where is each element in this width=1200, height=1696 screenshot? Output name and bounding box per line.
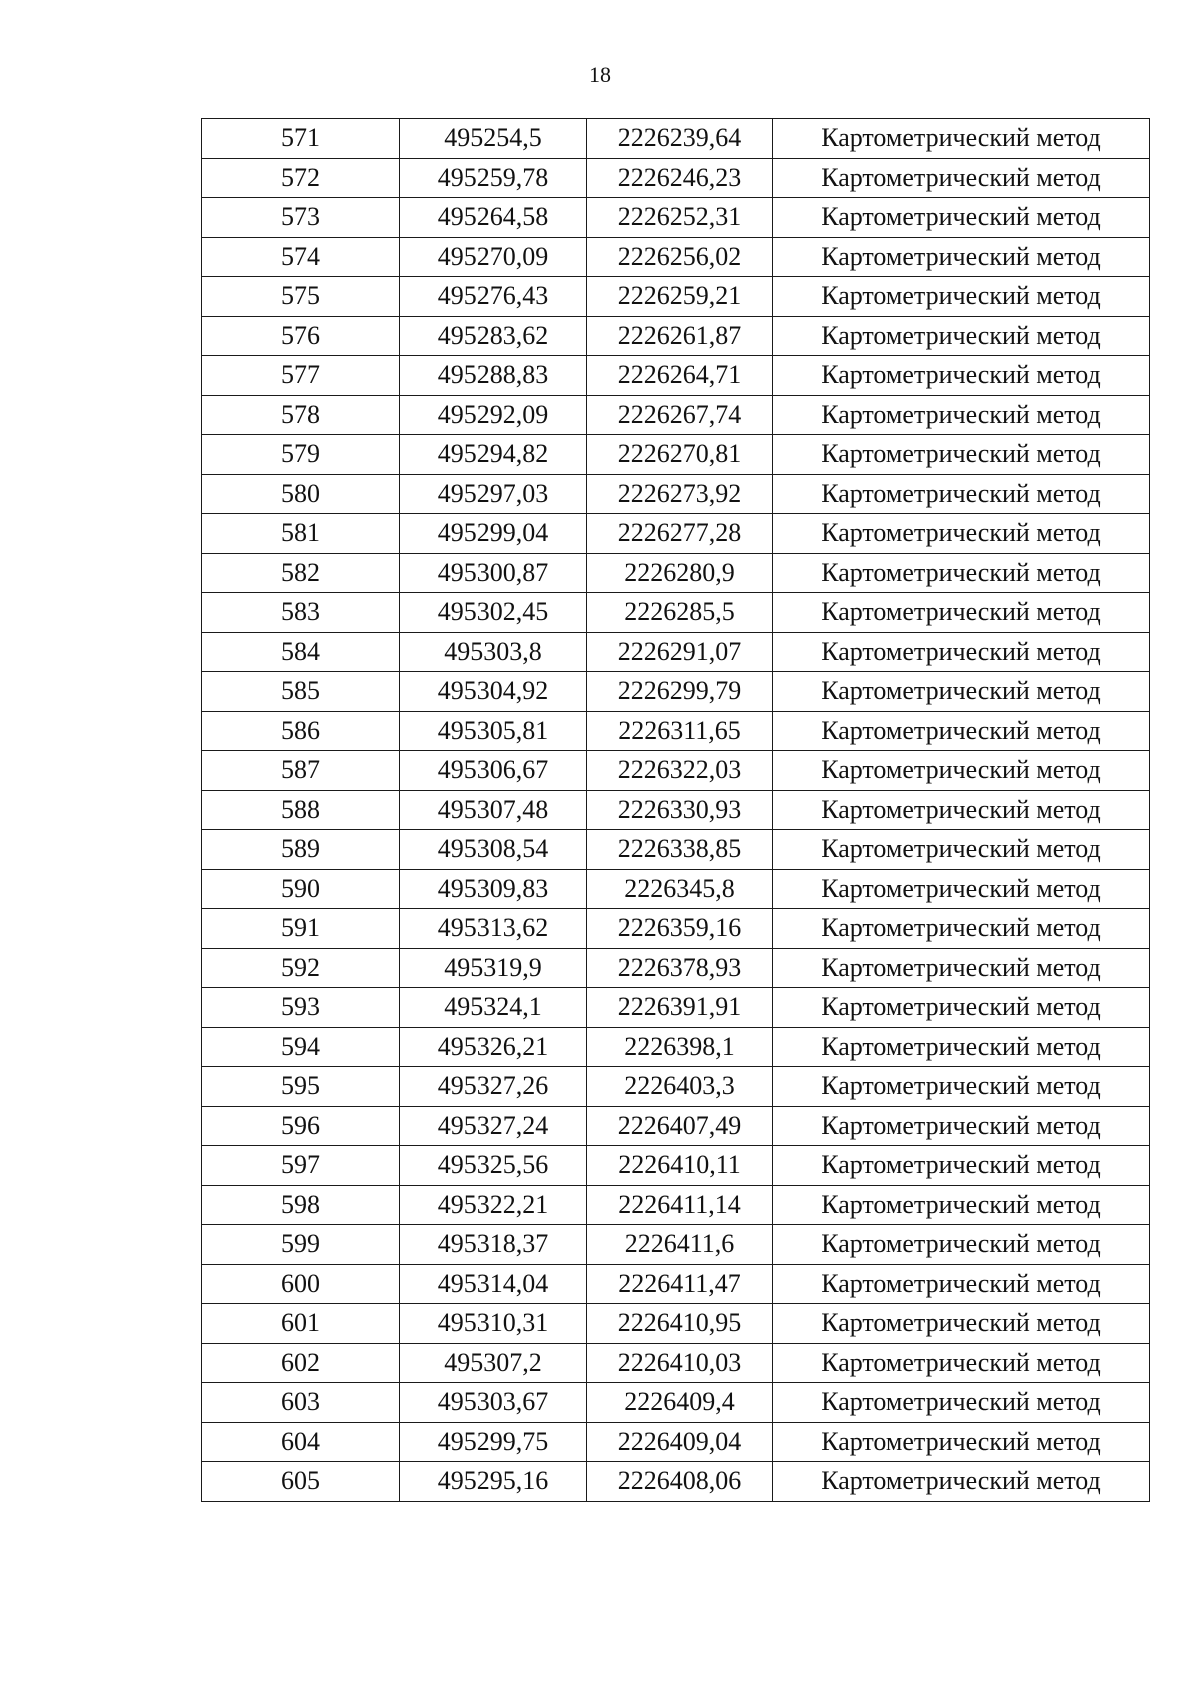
x-coordinate-cell: 495309,83	[400, 869, 587, 909]
method-cell: Картометрический метод	[773, 356, 1150, 396]
table-row	[202, 356, 1150, 396]
y-coordinate-cell: 2226291,07	[587, 632, 773, 672]
y-coordinate-cell: 2226277,28	[587, 514, 773, 554]
point-number-cell: 601	[202, 1304, 400, 1344]
x-coordinate-cell: 495254,5	[400, 119, 587, 159]
table-row	[202, 474, 1150, 514]
page-number: 18	[589, 62, 611, 87]
method-cell: Картометрический метод	[773, 909, 1150, 949]
point-number-cell: 600	[202, 1264, 400, 1304]
method-cell: Картометрический метод	[773, 751, 1150, 791]
x-coordinate-cell: 495295,16	[400, 1462, 587, 1502]
x-coordinate-cell: 495314,04	[400, 1264, 587, 1304]
point-number-cell: 603	[202, 1383, 400, 1423]
point-number-cell: 598	[202, 1185, 400, 1225]
point-number-cell: 577	[202, 356, 400, 396]
method-cell: Картометрический метод	[773, 1304, 1150, 1344]
point-number-cell: 602	[202, 1343, 400, 1383]
method-cell: Картометрический метод	[773, 869, 1150, 909]
x-coordinate-cell: 495307,2	[400, 1343, 587, 1383]
y-coordinate-cell: 2226261,87	[587, 316, 773, 356]
table-row	[202, 1422, 1150, 1462]
table-row	[202, 593, 1150, 633]
x-coordinate-cell: 495303,8	[400, 632, 587, 672]
table-row	[202, 869, 1150, 909]
method-cell: Картометрический метод	[773, 830, 1150, 870]
point-number-cell: 578	[202, 395, 400, 435]
method-cell: Картометрический метод	[773, 198, 1150, 238]
table-row	[202, 1027, 1150, 1067]
table-row	[202, 632, 1150, 672]
x-coordinate-cell: 495303,67	[400, 1383, 587, 1423]
y-coordinate-cell: 2226256,02	[587, 237, 773, 277]
y-coordinate-cell: 2226411,47	[587, 1264, 773, 1304]
point-number-cell: 574	[202, 237, 400, 277]
method-cell: Картометрический метод	[773, 948, 1150, 988]
point-number-cell: 604	[202, 1422, 400, 1462]
point-number-cell: 584	[202, 632, 400, 672]
method-cell: Картометрический метод	[773, 1185, 1150, 1225]
y-coordinate-cell: 2226411,14	[587, 1185, 773, 1225]
point-number-cell: 576	[202, 316, 400, 356]
y-coordinate-cell: 2226267,74	[587, 395, 773, 435]
x-coordinate-cell: 495259,78	[400, 158, 587, 198]
y-coordinate-cell: 2226252,31	[587, 198, 773, 238]
y-coordinate-cell: 2226239,64	[587, 119, 773, 159]
x-coordinate-cell: 495307,48	[400, 790, 587, 830]
method-cell: Картометрический метод	[773, 158, 1150, 198]
x-coordinate-cell: 495297,03	[400, 474, 587, 514]
x-coordinate-cell: 495313,62	[400, 909, 587, 949]
point-number-cell: 594	[202, 1027, 400, 1067]
x-coordinate-cell: 495318,37	[400, 1225, 587, 1265]
table-row	[202, 435, 1150, 475]
point-number-cell: 582	[202, 553, 400, 593]
y-coordinate-cell: 2226270,81	[587, 435, 773, 475]
y-coordinate-cell: 2226264,71	[587, 356, 773, 396]
table-row	[202, 316, 1150, 356]
method-cell: Картометрический метод	[773, 395, 1150, 435]
y-coordinate-cell: 2226410,11	[587, 1146, 773, 1186]
point-number-cell: 595	[202, 1067, 400, 1107]
y-coordinate-cell: 2226398,1	[587, 1027, 773, 1067]
x-coordinate-cell: 495270,09	[400, 237, 587, 277]
y-coordinate-cell: 2226299,79	[587, 672, 773, 712]
method-cell: Картометрический метод	[773, 632, 1150, 672]
method-cell: Картометрический метод	[773, 1027, 1150, 1067]
table-row	[202, 830, 1150, 870]
y-coordinate-cell: 2226391,91	[587, 988, 773, 1028]
x-coordinate-cell: 495299,04	[400, 514, 587, 554]
method-cell: Картометрический метод	[773, 1264, 1150, 1304]
table-row	[202, 909, 1150, 949]
table-row	[202, 751, 1150, 791]
x-coordinate-cell: 495306,67	[400, 751, 587, 791]
point-number-cell: 583	[202, 593, 400, 633]
method-cell: Картометрический метод	[773, 119, 1150, 159]
method-cell: Картометрический метод	[773, 1343, 1150, 1383]
method-cell: Картометрический метод	[773, 1422, 1150, 1462]
point-number-cell: 572	[202, 158, 400, 198]
y-coordinate-cell: 2226407,49	[587, 1106, 773, 1146]
method-cell: Картометрический метод	[773, 237, 1150, 277]
method-cell: Картометрический метод	[773, 988, 1150, 1028]
table-row	[202, 948, 1150, 988]
x-coordinate-cell: 495288,83	[400, 356, 587, 396]
x-coordinate-cell: 495319,9	[400, 948, 587, 988]
point-number-cell: 573	[202, 198, 400, 238]
y-coordinate-cell: 2226378,93	[587, 948, 773, 988]
table-row	[202, 1264, 1150, 1304]
y-coordinate-cell: 2226311,65	[587, 711, 773, 751]
table-row	[202, 553, 1150, 593]
point-number-cell: 588	[202, 790, 400, 830]
y-coordinate-cell: 2226246,23	[587, 158, 773, 198]
y-coordinate-cell: 2226330,93	[587, 790, 773, 830]
table-row	[202, 1304, 1150, 1344]
x-coordinate-cell: 495327,24	[400, 1106, 587, 1146]
table-row	[202, 119, 1150, 159]
x-coordinate-cell: 495310,31	[400, 1304, 587, 1344]
method-cell: Картометрический метод	[773, 1462, 1150, 1502]
x-coordinate-cell: 495308,54	[400, 830, 587, 870]
x-coordinate-cell: 495304,92	[400, 672, 587, 712]
coordinates-table	[201, 118, 1150, 1502]
method-cell: Картометрический метод	[773, 593, 1150, 633]
point-number-cell: 599	[202, 1225, 400, 1265]
x-coordinate-cell: 495326,21	[400, 1027, 587, 1067]
x-coordinate-cell: 495322,21	[400, 1185, 587, 1225]
point-number-cell: 586	[202, 711, 400, 751]
y-coordinate-cell: 2226409,04	[587, 1422, 773, 1462]
method-cell: Картометрический метод	[773, 435, 1150, 475]
x-coordinate-cell: 495324,1	[400, 988, 587, 1028]
method-cell: Картометрический метод	[773, 1106, 1150, 1146]
method-cell: Картометрический метод	[773, 1225, 1150, 1265]
table-row	[202, 1067, 1150, 1107]
method-cell: Картометрический метод	[773, 711, 1150, 751]
point-number-cell: 591	[202, 909, 400, 949]
x-coordinate-cell: 495305,81	[400, 711, 587, 751]
x-coordinate-cell: 495327,26	[400, 1067, 587, 1107]
table-row	[202, 1343, 1150, 1383]
x-coordinate-cell: 495299,75	[400, 1422, 587, 1462]
point-number-cell: 590	[202, 869, 400, 909]
y-coordinate-cell: 2226359,16	[587, 909, 773, 949]
y-coordinate-cell: 2226273,92	[587, 474, 773, 514]
y-coordinate-cell: 2226411,6	[587, 1225, 773, 1265]
x-coordinate-cell: 495292,09	[400, 395, 587, 435]
point-number-cell: 575	[202, 277, 400, 317]
y-coordinate-cell: 2226259,21	[587, 277, 773, 317]
y-coordinate-cell: 2226410,95	[587, 1304, 773, 1344]
point-number-cell: 605	[202, 1462, 400, 1502]
point-number-cell: 579	[202, 435, 400, 475]
table-row	[202, 395, 1150, 435]
y-coordinate-cell: 2226408,06	[587, 1462, 773, 1502]
y-coordinate-cell: 2226403,3	[587, 1067, 773, 1107]
coordinates-table-body	[202, 119, 1150, 1502]
y-coordinate-cell: 2226280,9	[587, 553, 773, 593]
method-cell: Картометрический метод	[773, 672, 1150, 712]
table-row	[202, 198, 1150, 238]
y-coordinate-cell: 2226338,85	[587, 830, 773, 870]
x-coordinate-cell: 495264,58	[400, 198, 587, 238]
point-number-cell: 589	[202, 830, 400, 870]
x-coordinate-cell: 495294,82	[400, 435, 587, 475]
point-number-cell: 580	[202, 474, 400, 514]
table-row	[202, 1462, 1150, 1502]
method-cell: Картометрический метод	[773, 277, 1150, 317]
method-cell: Картометрический метод	[773, 1383, 1150, 1423]
point-number-cell: 593	[202, 988, 400, 1028]
table-row	[202, 672, 1150, 712]
point-number-cell: 571	[202, 119, 400, 159]
method-cell: Картометрический метод	[773, 474, 1150, 514]
y-coordinate-cell: 2226345,8	[587, 869, 773, 909]
method-cell: Картометрический метод	[773, 316, 1150, 356]
y-coordinate-cell: 2226409,4	[587, 1383, 773, 1423]
table-row	[202, 988, 1150, 1028]
table-row	[202, 277, 1150, 317]
point-number-cell: 585	[202, 672, 400, 712]
table-row	[202, 1146, 1150, 1186]
point-number-cell: 596	[202, 1106, 400, 1146]
method-cell: Картометрический метод	[773, 1146, 1150, 1186]
table-row	[202, 711, 1150, 751]
method-cell: Картометрический метод	[773, 1067, 1150, 1107]
point-number-cell: 587	[202, 751, 400, 791]
y-coordinate-cell: 2226322,03	[587, 751, 773, 791]
x-coordinate-cell: 495283,62	[400, 316, 587, 356]
x-coordinate-cell: 495302,45	[400, 593, 587, 633]
x-coordinate-cell: 495325,56	[400, 1146, 587, 1186]
method-cell: Картометрический метод	[773, 553, 1150, 593]
x-coordinate-cell: 495276,43	[400, 277, 587, 317]
point-number-cell: 592	[202, 948, 400, 988]
table-row	[202, 1383, 1150, 1423]
point-number-cell: 581	[202, 514, 400, 554]
table-row	[202, 1225, 1150, 1265]
x-coordinate-cell: 495300,87	[400, 553, 587, 593]
table-row	[202, 237, 1150, 277]
method-cell: Картометрический метод	[773, 790, 1150, 830]
table-row	[202, 1106, 1150, 1146]
table-row	[202, 158, 1150, 198]
y-coordinate-cell: 2226410,03	[587, 1343, 773, 1383]
point-number-cell: 597	[202, 1146, 400, 1186]
y-coordinate-cell: 2226285,5	[587, 593, 773, 633]
table-row	[202, 790, 1150, 830]
method-cell: Картометрический метод	[773, 514, 1150, 554]
table-row	[202, 514, 1150, 554]
table-row	[202, 1185, 1150, 1225]
